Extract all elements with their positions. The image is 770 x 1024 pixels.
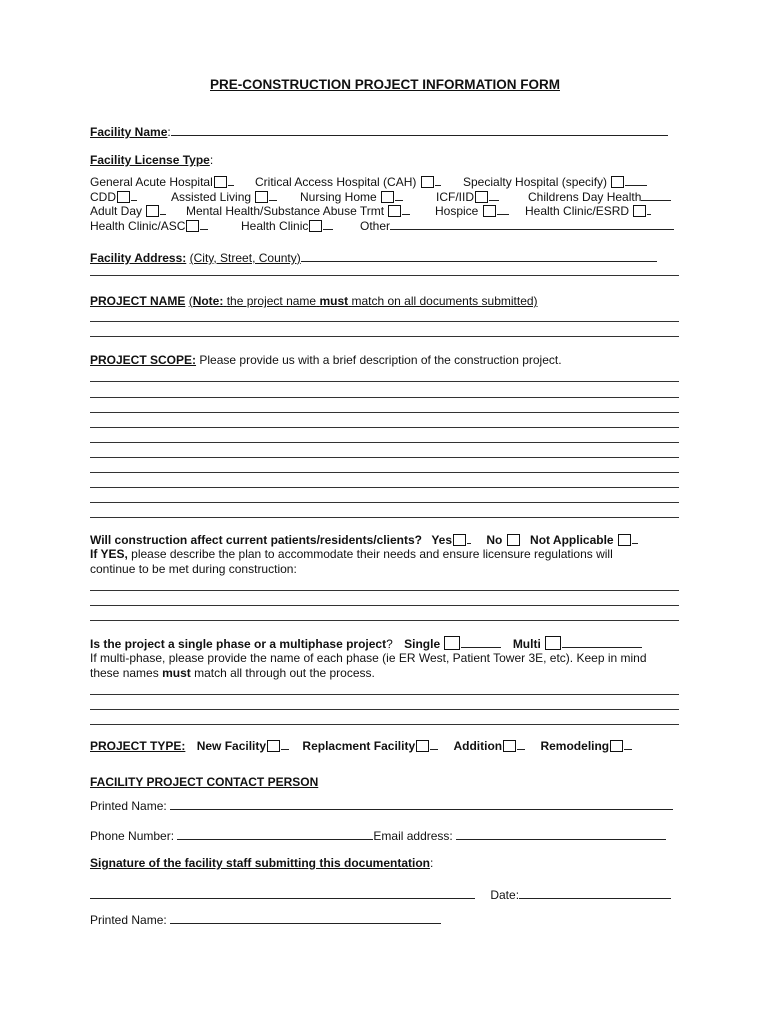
license-option: ICF/IID [436,189,474,204]
if-yes-label: If YES, [90,547,128,561]
project-name-note-post: match on all documents submitted) [351,294,538,308]
license-checkbox[interactable] [633,205,646,217]
license-checkbox[interactable] [186,220,199,232]
facility-name-field[interactable] [171,124,668,136]
multiphase-line[interactable] [90,709,679,710]
project-scope-line[interactable] [90,457,679,458]
multiphase-row-2 [90,666,375,680]
printed-name-field-2[interactable] [170,912,441,924]
affect-option-yes: Yes [431,533,453,547]
license-option: Health Clinic/ASC [90,219,186,234]
signature-row [90,887,671,902]
if-yes-text: please describe the plan to accommodate their needs and ensure licensure regulations will [131,547,613,561]
project-scope-line[interactable] [90,517,679,518]
project-type-label: PROJECT TYPE: [90,739,186,753]
license-option: Mental Health/Substance Abuse Trmt [186,204,385,219]
contact-heading-row [90,775,318,789]
if-yes-text-2: continue to be met during construction: [90,562,297,576]
affect-yes-checkbox[interactable] [453,534,466,546]
license-option: Childrens Day Health [528,189,642,204]
license-type-options [90,174,680,233]
license-option: Other [360,219,391,234]
signature-heading-row: Signature of the facility staff submitting this documentation: [90,856,434,870]
license-checkbox[interactable] [146,205,159,217]
phone-email-row [90,828,666,843]
affect-question: Will construction affect current patients/residents/clients? [90,533,422,547]
project-scope-text: Please provide us with a brief description of the construction project. [199,353,562,367]
facility-address-line[interactable] [90,275,679,276]
multiphase-line[interactable] [90,694,679,695]
license-option: Health Clinic [241,219,309,234]
project-scope-line[interactable] [90,381,679,382]
affect-no-checkbox[interactable] [507,534,520,546]
license-option: Health Clinic/ESRD [525,204,630,219]
affect-option-no: No [486,533,503,547]
project-type-option: Addition [453,739,503,753]
license-checkbox[interactable] [381,191,394,203]
project-name-note-label: Note: [192,294,224,308]
multiphase-text-2: these names [90,666,159,680]
phase-row: Is the project a single phase or a multiphase project? Single Multi [90,636,642,651]
affect-option-na: Not Applicable [530,533,614,547]
facility-name-row: Facility Name: [90,124,668,139]
project-scope-line[interactable] [90,412,679,413]
project-type-row [90,738,632,753]
project-name-label: PROJECT NAME [90,294,186,308]
facility-address-label: Facility Address: [90,251,187,265]
project-scope-line[interactable] [90,397,679,398]
if-yes-row-2 [90,562,297,576]
multi-phase-checkbox[interactable] [545,636,561,650]
other-field[interactable] [390,218,674,230]
email-field[interactable] [456,828,666,840]
remodeling-checkbox[interactable] [610,740,623,752]
project-scope-label: PROJECT SCOPE: [90,353,197,367]
license-checkbox[interactable] [117,191,130,203]
project-scope-row [90,353,562,367]
multiphase-row [90,651,647,665]
license-checkbox[interactable] [214,176,227,188]
project-name-note-must: must [319,294,349,308]
contact-heading: FACILITY PROJECT CONTACT PERSON [90,775,319,789]
phase-question: Is the project a single phase or a multiphase project [90,637,387,651]
if-yes-line[interactable] [90,605,679,606]
facility-address-row [90,250,657,265]
date-field[interactable] [519,887,671,899]
facility-address-hint: (City, Street, County) [189,251,301,265]
project-type-option: New Facility [196,739,267,753]
project-scope-line[interactable] [90,427,679,428]
facility-address-field[interactable] [301,250,657,262]
license-checkbox[interactable] [388,205,401,217]
project-scope-line[interactable] [90,442,679,443]
license-option: Assisted Living [171,189,252,204]
signature-heading: Signature of the facility staff submitting this documentation [90,856,431,870]
replacement-facility-checkbox[interactable] [416,740,429,752]
multiphase-text: If multi-phase, please provide the name of each phase (ie ER West, Patient Tower 3E, etc). Keep in mind [90,651,647,665]
license-option: Specialty Hospital (specify) [463,175,608,189]
project-scope-line[interactable] [90,502,679,503]
license-checkbox[interactable] [255,191,268,203]
project-scope-line[interactable] [90,472,679,473]
license-checkbox[interactable] [475,191,488,203]
project-name-note: the project name [226,294,317,308]
if-yes-line[interactable] [90,590,679,591]
printed-name-row-2 [90,912,441,927]
license-type-row: Facility License Type: [90,153,214,167]
facility-name-label: Facility Name [90,125,168,139]
form-title: PRE-CONSTRUCTION PROJECT INFORMATION FORM [210,77,560,92]
single-phase-checkbox[interactable] [444,636,460,650]
license-option: Hospice [435,204,479,219]
license-checkbox[interactable] [421,176,434,188]
license-option: Adult Day [90,204,143,219]
project-name-line[interactable] [90,321,679,322]
license-option: General Acute Hospital [90,175,213,189]
license-checkbox[interactable] [483,205,496,217]
project-name-line[interactable] [90,336,679,337]
printed-name-label-2: Printed Name: [90,913,167,927]
license-checkbox[interactable] [309,220,322,232]
printed-name-field[interactable] [170,798,673,810]
multiphase-line[interactable] [90,724,679,725]
if-yes-line[interactable] [90,620,679,621]
project-name-row: PROJECT NAME (Note: the project name must match on all documents submitted) [90,294,538,308]
license-option: Critical Access Hospital (CAH) [255,175,417,189]
if-yes-row [90,547,613,561]
license-checkbox[interactable] [611,176,624,188]
phase-option-single: Single [404,637,441,651]
license-option: CDD [90,189,116,204]
multiphase-text-2-post: match all through out the process. [194,666,375,680]
project-type-option: Remodeling [540,739,610,753]
license-option: Nursing Home [300,189,377,204]
multiphase-must: must [162,666,191,680]
date-label: Date: [490,888,520,902]
project-scope-line[interactable] [90,487,679,488]
phase-option-multi: Multi [512,637,541,651]
phone-label: Phone Number: [90,829,175,843]
project-type-option: Replacment Facility [302,739,416,753]
phone-field[interactable] [177,828,373,840]
affect-na-checkbox[interactable] [618,534,631,546]
signature-field[interactable] [90,887,475,899]
email-label: Email address: [373,829,453,843]
printed-name-row [90,798,673,813]
new-facility-checkbox[interactable] [267,740,280,752]
printed-name-label: Printed Name: [90,799,167,813]
affect-row [90,532,638,547]
license-type-label: Facility License Type [90,153,210,167]
addition-checkbox[interactable] [503,740,516,752]
